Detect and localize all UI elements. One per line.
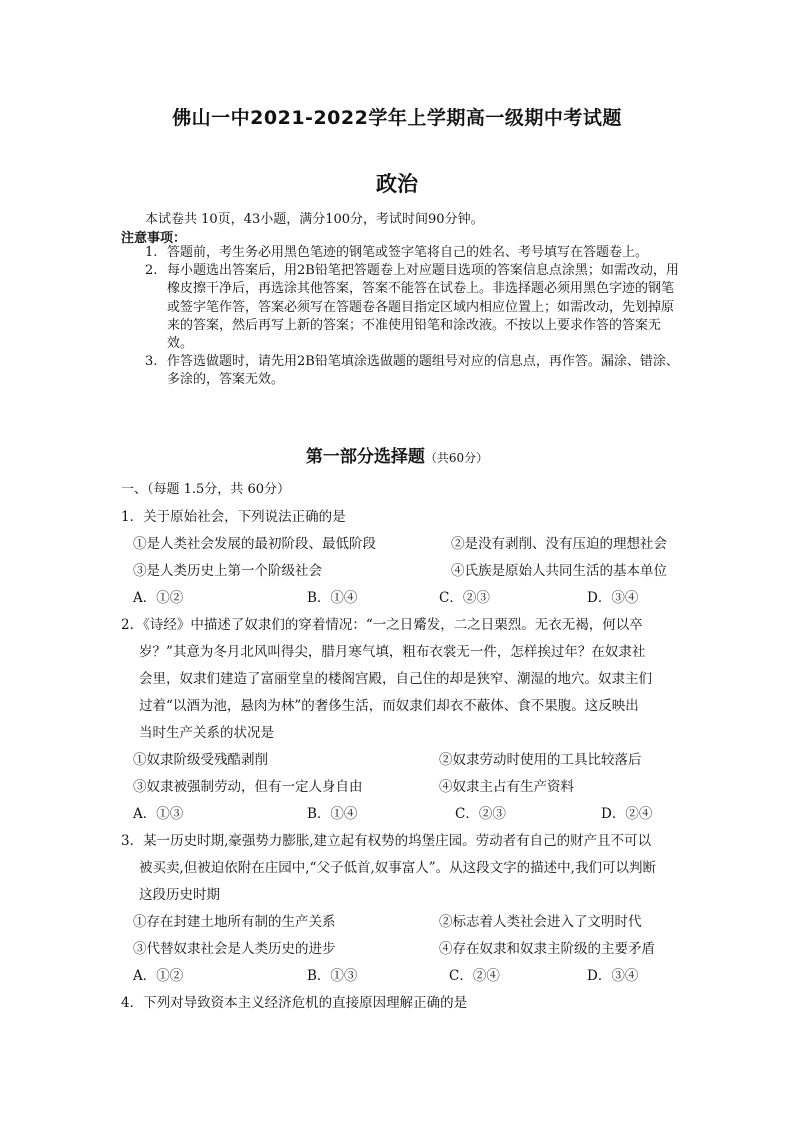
statement-option: ②是没有剥削、没有压迫的理想社会: [451, 536, 667, 552]
answer-choice: D．③④: [587, 590, 639, 606]
answer-choice: A．①②: [133, 968, 184, 984]
notice-list: [145, 244, 685, 390]
question-3-stem: 3．某一历史时期,豪强势力膨胀,建立起有权势的坞堡庄园。劳动者有自己的财产且不可以: [121, 833, 652, 849]
question-2-options-row-2: [121, 774, 681, 801]
answer-choice: D．②④: [601, 806, 653, 822]
answer-choice: A．①②: [133, 590, 184, 606]
statement-option: ④氏族是原始人共同生活的基本单位: [451, 563, 667, 579]
notice-item: [145, 262, 685, 353]
answer-choice: B．①④: [307, 590, 358, 606]
statement-option: ④奴隶主占有生产资料: [439, 779, 574, 795]
statement-option: ③奴隶被强制劳动，但有一定人身自由: [133, 779, 363, 795]
question-2-stem-cont: 当时生产关系的状况是: [139, 725, 274, 741]
notice-item: [145, 353, 685, 389]
answer-choice: D．③④: [587, 968, 639, 984]
question-1-answers: [121, 585, 681, 612]
question-1-stem: 1．关于原始社会，下列说法正确的是: [121, 509, 346, 525]
statement-option: ①存在封建土地所有制的生产关系: [133, 914, 336, 930]
question-3-options-row-1: [121, 909, 681, 936]
notice-text: 作答选做题时，请先用2B铅笔填涂选做题的题组号对应的信息点，再作答。漏涂、错涂、多涂的，答案无效。: [167, 354, 679, 388]
answer-choice: C．②③: [455, 806, 506, 822]
part-title: 第一部分选择题: [305, 447, 425, 467]
question-3-options-row-2: [121, 936, 681, 963]
subject-title: 政治: [376, 172, 418, 196]
notice-text: 答题前，考生务必用黑色笔迹的钢笔或签字笔将自己的姓名、考号填写在答题卷上。: [167, 245, 649, 260]
section-heading: 一、（每题 1.5分，共 60分）: [121, 482, 290, 497]
question-2-stem-cont: 会里，奴隶们建造了富丽堂皇的楼阁宫殿，自己住的却是狭窄、潮湿的地穴。奴隶主们: [139, 671, 652, 687]
question-1-options-row-2: [121, 558, 681, 585]
statement-option: ③是人类历史上第一个阶级社会: [133, 563, 322, 579]
notice-number: 3.: [145, 354, 158, 370]
question-2-stem-cont: 岁？”其意为冬月北风叫得尖，腊月寒气填，粗布衣裳无一件，怎样挨过年？在奴隶社: [139, 644, 646, 660]
answer-choice: B．①④: [307, 806, 358, 822]
question-list: [121, 504, 681, 1017]
question-4-stem: 4．下列对导致资本主义经济危机的直接原因理解正确的是: [121, 995, 468, 1011]
question-3-answers: [121, 963, 681, 990]
exam-title: 佛山一中2021-2022学年上学期高一级期中考试题: [172, 107, 622, 129]
statement-option: ③代替奴隶社会是人类历史的进步: [133, 941, 336, 957]
notice-heading: 注意事项：: [121, 231, 187, 246]
statement-option: ①奴隶阶级受残酷剥削: [133, 752, 268, 768]
statement-option: ②奴隶劳动时使用的工具比较落后: [439, 752, 642, 768]
answer-choice: C．②③: [439, 590, 490, 606]
notice-text: 每小题选出答案后，用2B铅笔把答题卷上对应题目选项的答案信息点涂黑；如需改动，用橡皮擦干净后，再选涂其他答案，答案不能答在试卷上。非选择题必须用黑色字迹的钢笔或签字笔作答，答案必须写在答题卷各题目指定区域内相应位置上；如需改动，先划掉原来的答案，然后再写上新的答案；不准使用铅笔和涂改液。不按以上要求作答的答案无效。: [167, 263, 679, 352]
answer-choice: C．②④: [449, 968, 500, 984]
question-2-stem: 2．《诗经》中描述了奴隶们的穿着情况：“一之日觱发，二之日栗烈。无衣无褐，何以卒: [121, 617, 643, 633]
question-3-stem-cont: 这段历史时期: [139, 887, 220, 903]
notice-number: 2.: [145, 263, 158, 279]
part-heading: [0, 442, 794, 467]
answer-choice: B．①③: [307, 968, 358, 984]
statement-option: ④存在奴隶和奴隶主阶级的主要矛盾: [439, 941, 655, 957]
question-3-stem-cont: 被买卖,但被迫依附在庄园中,“父子低首,奴事富人”。从这段文字的描述中,我们可以判断: [139, 860, 656, 876]
question-2-stem-cont: 过着“以酒为池，悬肉为林”的奢侈生活，而奴隶们却衣不蔽体、食不果腹。这反映出: [139, 698, 639, 714]
notice-item: [145, 244, 685, 262]
question-2-options-row-1: [121, 747, 681, 774]
question-2-answers: [121, 801, 681, 828]
statement-option: ②标志着人类社会进入了文明时代: [439, 914, 642, 930]
answer-choice: A．①③: [133, 806, 184, 822]
question-1-options-row-1: [121, 531, 681, 558]
exam-intro: 本试卷共 10页，43小题，满分100分，考试时间90分钟。: [145, 212, 484, 227]
part-subtitle: （共60分）: [424, 451, 489, 465]
statement-option: ①是人类社会发展的最初阶段、最低阶段: [133, 536, 376, 552]
notice-number: 1.: [145, 245, 158, 260]
